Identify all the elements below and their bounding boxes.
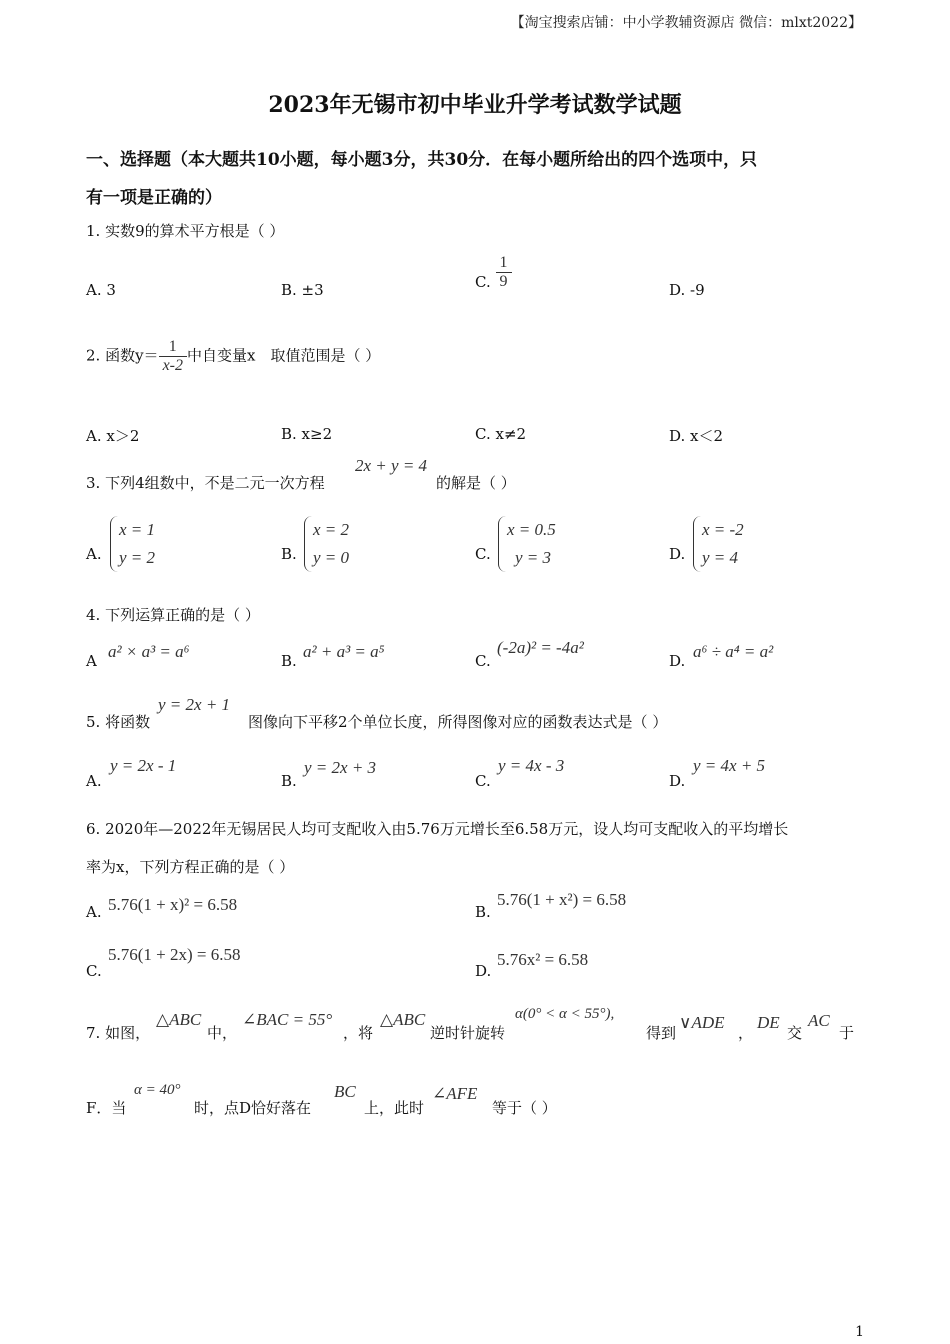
q3-stem-post: 的解是（ ） <box>436 474 516 492</box>
q6-option-d: 5.76x² = 6.58 <box>497 950 589 969</box>
q7-text-8: 于 <box>839 1024 855 1042</box>
q2-fraction <box>159 338 187 375</box>
q7-text-6: ， <box>738 1024 754 1042</box>
q4-option-d-label: D. <box>669 652 686 670</box>
q1-option-c <box>475 253 512 291</box>
q7-math-4: α(0° < α < 55°), <box>515 1006 615 1022</box>
q7-math-7: AC <box>808 1011 830 1030</box>
q2-option-c: C. x≠2 <box>475 425 527 443</box>
q6-option-a: 5.76(1 + x)² = 6.58 <box>108 895 238 914</box>
section-heading-line1: 一、选择题（本大题共10小题，每小题3分，共30分．在每小题所给出的四个选项中，只 <box>86 150 758 170</box>
page-number: 1 <box>855 1324 864 1340</box>
q1-option-c-label: C. <box>475 273 491 291</box>
q3-option-d-system <box>693 516 750 572</box>
q2-option-a: A. x＞2 <box>86 427 140 445</box>
q7-text-12: 等于（ ） <box>492 1099 557 1117</box>
q5-option-c-label: C. <box>475 772 491 790</box>
q2-option-b: B. x≥2 <box>281 425 333 443</box>
q2-stem-post: 中自变量x 取值范围是（ ） <box>187 346 381 365</box>
q1-option-d: D. ‑9 <box>669 281 705 299</box>
q7-text-5: 得到 <box>646 1024 677 1042</box>
q7-text-7: 交 <box>787 1024 803 1042</box>
q7-math-9: BC <box>334 1082 356 1101</box>
q3-b-line1: x = 2 <box>313 520 350 539</box>
q3-c-line2: y = 3 <box>515 548 552 567</box>
q6-option-b: 5.76(1 + x²) = 6.58 <box>497 890 627 909</box>
q3-b-line2: y = 0 <box>313 548 350 567</box>
q2-stem-pre: 2. 函数y＝ <box>86 346 159 365</box>
q1-option-a: A. 3 <box>86 281 116 299</box>
q3-stem-pre: 3. 下列4组数中，不是二元一次方程 <box>86 474 325 492</box>
q7-text-11: 上，此时 <box>364 1099 425 1117</box>
q4-option-a: a² × a³ = a⁶ <box>108 642 190 661</box>
q7-math-2: ∠BAC = 55° <box>242 1010 333 1029</box>
q5-option-b-label: B. <box>281 772 297 790</box>
q4-option-a-label: A <box>86 652 97 670</box>
q6-option-b-label: B. <box>475 903 491 921</box>
q5-stem-post: 图像向下平移2个单位长度，所得图像对应的函数表达式是（ ） <box>248 713 668 731</box>
page-header: 【淘宝搜索店铺：中小学教辅资源店 微信：mlxt2022】 <box>510 15 862 31</box>
q3-c-line1: x = 0.5 <box>507 520 556 539</box>
question-6-line1: 6. 2020年—2022年无锡居民人均可支配收入由5.76万元增长至6.58万元，设人均可支配收入的平均增长 <box>86 820 789 838</box>
q3-a-line2: y = 2 <box>119 548 156 567</box>
q2-numerator: 1 <box>159 338 187 357</box>
q1-c-denominator: 9 <box>499 272 508 290</box>
q3-option-a-label: A. <box>86 545 102 563</box>
q7-math-6: DE <box>757 1013 780 1032</box>
q3-option-a-system <box>110 516 161 572</box>
q4-option-b: a² + a³ = a⁵ <box>303 642 385 661</box>
q4-option-b-label: B. <box>281 652 297 670</box>
q3-a-line1: x = 1 <box>119 520 156 539</box>
q6-option-c: 5.76(1 + 2x) = 6.58 <box>108 945 241 964</box>
q2-option-d: D. x＜2 <box>669 427 724 445</box>
q4-option-d: a⁶ ÷ a⁴ = a² <box>693 642 774 661</box>
q3-option-b-label: B. <box>281 545 297 563</box>
q3-option-d-label: D. <box>669 545 686 563</box>
q7-math-3: △ABC <box>380 1010 426 1029</box>
q3-option-c-label: C. <box>475 545 491 563</box>
q5-option-d-label: D. <box>669 772 686 790</box>
question-1-stem: 1. 实数9的算术平方根是（ ） <box>86 222 285 240</box>
q7-text-2: 中， <box>207 1024 238 1042</box>
page-title: 2023年无锡市初中毕业升学考试数学试题 <box>268 92 682 118</box>
q1-c-numerator: 1 <box>496 254 512 273</box>
q4-option-c: (‑2a)² = ‑4a² <box>497 638 584 657</box>
q7-math-8: α = 40° <box>134 1082 181 1098</box>
q7-text-4: 逆时针旋转 <box>430 1024 506 1042</box>
q5-option-a: y = 2x ‑ 1 <box>110 756 177 775</box>
q7-math-10: ∠AFE <box>432 1084 478 1103</box>
q3-equation: 2x + y = 4 <box>355 456 428 475</box>
q3-option-b-system <box>304 516 355 572</box>
q5-equation: y = 2x + 1 <box>158 695 231 714</box>
q5-option-a-label: A. <box>86 772 102 790</box>
q3-d-line1: x = ‑2 <box>702 520 744 539</box>
q6-option-a-label: A. <box>86 903 102 921</box>
q6-option-d-label: D. <box>475 962 492 980</box>
question-6-line2: 率为x，下列方程正确的是（ ） <box>86 858 295 876</box>
q7-text-3: ，将 <box>343 1024 374 1042</box>
q3-option-c-system <box>498 516 562 572</box>
question-4-stem: 4. 下列运算正确的是（ ） <box>86 606 260 624</box>
q5-option-d: y = 4x + 5 <box>693 756 766 775</box>
q5-stem-pre: 5. 将函数 <box>86 713 151 731</box>
q5-option-b: y = 2x + 3 <box>304 758 377 777</box>
section-heading-line2: 有一项是正确的） <box>86 188 222 208</box>
q4-option-c-label: C. <box>475 652 491 670</box>
q7-math-5: ∨ADE <box>679 1013 725 1032</box>
q7-text-9: F．当 <box>86 1099 127 1117</box>
q5-option-c: y = 4x ‑ 3 <box>498 756 565 775</box>
q3-d-line2: y = 4 <box>702 548 739 567</box>
question-2-stem <box>86 338 380 375</box>
q7-math-1: △ABC <box>156 1010 202 1029</box>
q1-option-b: B. ±3 <box>281 281 324 299</box>
q7-text-10: 时，点D恰好落在 <box>194 1099 312 1117</box>
q6-option-c-label: C. <box>86 962 102 980</box>
q2-denominator: x‑2 <box>162 357 183 374</box>
q1-option-c-fraction <box>496 254 512 291</box>
q7-text-1: 7. 如图， <box>86 1024 151 1042</box>
